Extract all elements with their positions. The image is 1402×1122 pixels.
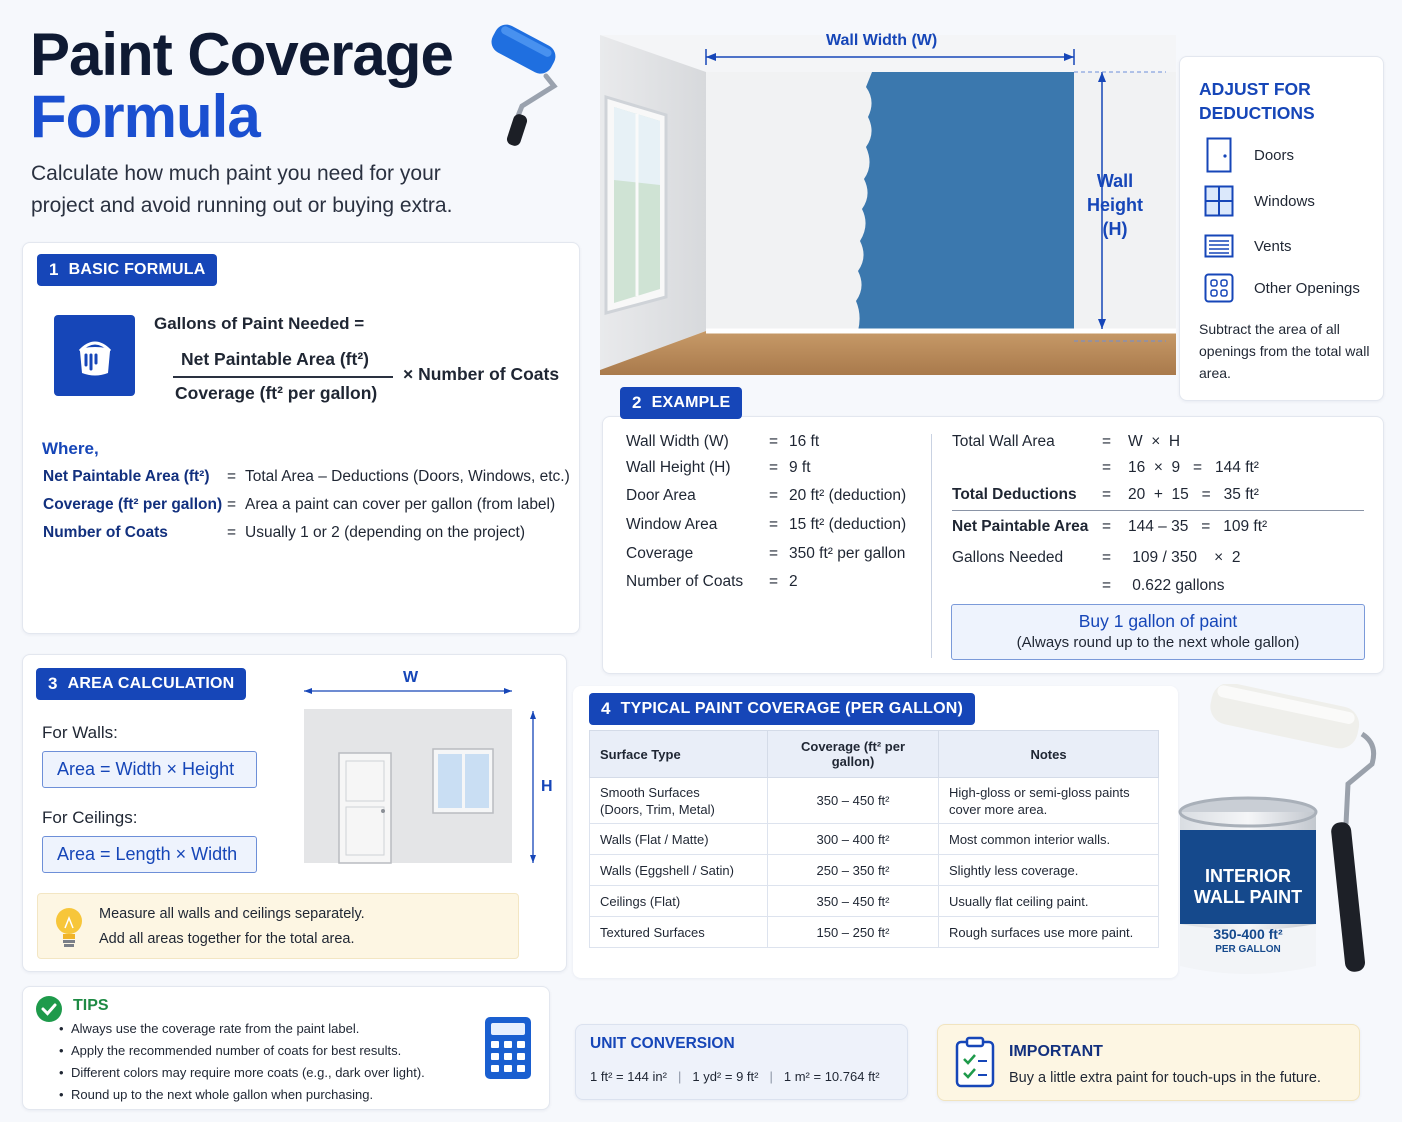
example-calc-eq: =: [1102, 518, 1112, 535]
wall-height-line3: (H): [1102, 219, 1128, 239]
wall-width-label: Wall Width (W): [826, 32, 938, 49]
example-calc-label: Gallons Needed: [952, 549, 1064, 566]
unit-conversion-item: 1 m² = 10.764 ft²: [783, 1069, 880, 1084]
area-tip-line2: Add all areas together for the total area.: [99, 931, 355, 947]
page-subtitle: Calculate how much paint you need for your project and avoid running out or buying extra.: [31, 162, 453, 217]
example-input-value: 15 ft² (deduction): [789, 516, 907, 533]
example-input-eq: =: [769, 487, 779, 504]
deductions-title-line2: DEDUCTIONS: [1199, 103, 1315, 123]
table-cell-notes: Most common interior walls.: [939, 824, 1159, 855]
wall-height-line2: Height: [1087, 195, 1143, 215]
example-input-row: [626, 459, 811, 477]
tips-title: TIPS: [73, 997, 109, 1014]
window-icon: [1204, 183, 1234, 219]
tip-item: • Apply the recommended number of coats for best results.: [71, 1043, 401, 1058]
definition-term: Coverage (ft² per gallon): [43, 496, 223, 513]
table-cell-coverage: 150 – 250 ft²: [768, 917, 939, 948]
paint-can-line2: WALL PAINT: [1193, 887, 1303, 907]
example-input-eq: =: [769, 545, 779, 562]
table-cell-coverage: 300 – 400 ft²: [768, 824, 939, 855]
tip-item: • Different colors may require more coats (e.g., dark over light).: [71, 1065, 425, 1080]
important-card: [937, 1024, 1360, 1101]
example-calc-eq: =: [1102, 433, 1112, 450]
paint-can-line1: INTERIOR: [1204, 866, 1291, 886]
deduction-label: Windows: [1254, 192, 1315, 210]
page-title-line2: Formula: [30, 83, 260, 150]
example-calc-eq: =: [1102, 486, 1112, 503]
area-calc-badge: [36, 668, 246, 700]
diagram-height-label: H: [541, 778, 553, 795]
example-calc-expression: 144 – 35 = 109 ft²: [1128, 518, 1268, 535]
table-cell-surface: Ceilings (Flat): [590, 886, 768, 917]
table-cell-notes: Rough surfaces use more paint.: [939, 917, 1159, 948]
area-tip-box: [37, 893, 519, 959]
example-input-label: Door Area: [626, 487, 696, 504]
paint-bucket-icon: [54, 315, 135, 396]
example-calc-expression: 16 × 9 = 144 ft²: [1128, 459, 1259, 476]
example-input-eq: =: [769, 433, 779, 450]
table-cell-coverage: 350 – 450 ft²: [768, 886, 939, 917]
deductions-title: [1199, 77, 1315, 125]
walls-label: For Walls:: [42, 723, 118, 742]
table-row: [590, 824, 1159, 855]
walls-formula: Area = Width × Height: [42, 751, 257, 788]
lightbulb-icon: [52, 904, 86, 950]
definition-row: [43, 468, 570, 486]
example-divider: [931, 434, 932, 658]
example-calc-expression: 20 + 15 = 35 ft²: [1128, 486, 1259, 503]
badge-number: 4: [601, 699, 611, 718]
outlet-icon: [1204, 270, 1234, 306]
table-cell-notes: Slightly less coverage.: [939, 855, 1159, 886]
deduction-item-windows: [1204, 183, 1315, 219]
result-line1: Buy 1 gallon of paint: [1078, 611, 1238, 631]
column-header: Surface Type: [590, 731, 768, 778]
table-cell-surface: Textured Surfaces: [590, 917, 768, 948]
deduction-label: Other Openings: [1254, 279, 1360, 297]
coverage-table: [589, 730, 1159, 948]
separator: |: [677, 1069, 682, 1084]
basic-formula-badge: [37, 254, 217, 286]
unit-conversion-card: [575, 1024, 908, 1100]
formula-multiplier: × Number of Coats: [403, 364, 560, 384]
deductions-note: Subtract the area of all openings from the total wall area.: [1199, 321, 1370, 381]
vent-icon: [1204, 228, 1234, 264]
where-label: Where,: [42, 439, 99, 458]
ceilings-label: For Ceilings:: [42, 808, 138, 827]
example-calc-row: [952, 518, 1267, 536]
badge-label: BASIC FORMULA: [68, 261, 206, 278]
diagram-width-label: W: [403, 669, 419, 686]
column-header: Coverage (ft² per gallon): [768, 731, 939, 778]
unit-conversion-list: [590, 1069, 880, 1084]
definition-row: [43, 524, 525, 542]
basic-formula-card: [22, 242, 580, 634]
example-input-eq: =: [769, 516, 779, 533]
badge-label: AREA CALCULATION: [67, 675, 235, 692]
example-input-row: [626, 573, 798, 591]
wall-height-line1: Wall: [1096, 171, 1134, 191]
example-input-label: Window Area: [626, 516, 718, 533]
example-calc-row: [952, 577, 1225, 595]
deduction-label: Doors: [1254, 146, 1295, 164]
example-input-label: Coverage: [626, 545, 694, 562]
badge-number: 1: [49, 260, 59, 279]
page-title-line1: Paint Coverage: [30, 21, 453, 88]
table-row: [590, 855, 1159, 886]
area-calculation-card: [22, 654, 567, 972]
definition-text: Area a paint can cover per gallon (from label): [245, 496, 556, 513]
definition-row: [43, 496, 555, 514]
example-calc-row: [952, 486, 1259, 504]
definition-term: Number of Coats: [43, 524, 168, 541]
door-icon: [1204, 137, 1234, 173]
badge-label: TYPICAL PAINT COVERAGE (PER GALLON): [620, 700, 964, 717]
example-input-row: [626, 545, 905, 563]
area-tip-line1: Measure all walls and ceilings separately.: [99, 906, 365, 922]
formula-denominator: Coverage (ft² per gallon): [175, 383, 378, 403]
table-header-row: [590, 731, 1159, 778]
table-row: [590, 917, 1159, 948]
example-calc-expression: 0.622 gallons: [1128, 577, 1225, 594]
table-row: [590, 778, 1159, 824]
definition-text: Usually 1 or 2 (depending on the project): [245, 524, 526, 541]
example-input-label: Wall Width (W): [626, 433, 729, 450]
example-calc-row: [952, 549, 1240, 567]
coverage-badge: [589, 693, 975, 725]
table-cell-notes: High-gloss or semi-gloss paints cover more area.: [939, 778, 1159, 824]
tip-item: • Always use the coverage rate from the paint label.: [71, 1021, 359, 1036]
ceilings-formula: Area = Length × Width: [42, 836, 257, 873]
deduction-item-other: [1204, 270, 1360, 306]
table-cell-surface: Walls (Eggshell / Satin): [590, 855, 768, 886]
definition-text: Total Area – Deductions (Doors, Windows, etc.): [245, 468, 570, 485]
definition-eq: =: [227, 468, 237, 485]
wall-height-label: [1086, 169, 1144, 241]
column-header: Notes: [939, 731, 1159, 778]
example-input-eq: =: [769, 573, 779, 590]
result-box: [951, 604, 1365, 660]
deduction-item-vents: [1204, 228, 1292, 264]
important-title: IMPORTANT: [1009, 1043, 1103, 1060]
table-cell-surface: Smooth Surfaces (Doors, Trim, Metal): [590, 778, 768, 824]
paint-can-coverage: 350-400 ft²: [1213, 926, 1283, 942]
badge-number: 3: [48, 674, 58, 693]
fraction-bar: [173, 376, 393, 378]
example-calc-row: [952, 459, 1259, 477]
example-input-value: 9 ft: [789, 459, 811, 476]
example-calc-label: Total Wall Area: [952, 433, 1055, 450]
example-input-row: [626, 487, 906, 505]
example-calc-expression: 109 / 350 × 2: [1128, 549, 1241, 566]
example-calc-eq: =: [1102, 577, 1112, 594]
separator: |: [769, 1069, 773, 1084]
example-calc-label: Total Deductions: [952, 486, 1077, 503]
calc-separator: [952, 510, 1364, 511]
unit-conversion-item: 1 ft² = 144 in²: [590, 1069, 667, 1084]
example-input-value: 20 ft² (deduction): [789, 487, 907, 504]
example-calc-label: Net Paintable Area: [952, 518, 1089, 535]
example-input-value: 16 ft: [789, 433, 820, 450]
clipboard-check-icon: [954, 1035, 996, 1089]
example-badge: [620, 387, 742, 419]
example-input-value: 350 ft² per gallon: [789, 545, 906, 562]
checkmark-icon: [35, 995, 63, 1023]
example-input-eq: =: [769, 459, 779, 476]
important-text: Buy a little extra paint for touch-ups in the future.: [1009, 1070, 1321, 1086]
badge-number: 2: [632, 393, 642, 412]
example-calc-row: [952, 433, 1180, 451]
table-cell-notes: Usually flat ceiling paint.: [939, 886, 1159, 917]
example-input-label: Number of Coats: [626, 573, 744, 590]
formula-lhs: Gallons of Paint Needed =: [154, 314, 365, 333]
example-input-row: [626, 516, 906, 534]
table-cell-coverage: 350 – 450 ft²: [768, 778, 939, 824]
unit-conversion-title: UNIT CONVERSION: [590, 1035, 735, 1052]
paint-can-per: PER GALLON: [1215, 944, 1281, 955]
formula-numerator: Net Paintable Area (ft²): [181, 349, 369, 369]
table-cell-coverage: 250 – 350 ft²: [768, 855, 939, 886]
definition-eq: =: [227, 496, 237, 513]
deduction-item-doors: [1204, 137, 1294, 173]
definition-term: Net Paintable Area (ft²): [43, 468, 210, 485]
calculator-icon: [483, 1015, 533, 1081]
tips-card: [22, 986, 550, 1110]
deduction-label: Vents: [1254, 237, 1292, 255]
tip-item: • Round up to the next whole gallon when purchasing.: [71, 1087, 373, 1102]
definition-eq: =: [227, 524, 237, 541]
example-input-value: 2: [789, 573, 798, 590]
result-line2: (Always round up to the next whole gallon): [1016, 634, 1300, 651]
table-cell-surface: Walls (Flat / Matte): [590, 824, 768, 855]
badge-label: EXAMPLE: [651, 394, 731, 411]
example-calc-label: [952, 459, 1102, 477]
paint-can-label: [1180, 866, 1316, 908]
table-row: [590, 886, 1159, 917]
deductions-card: [1179, 56, 1384, 401]
example-input-row: [626, 433, 819, 451]
coverage-table-card: [573, 686, 1178, 978]
example-input-label: Wall Height (H): [626, 459, 731, 476]
paint-roller-icon: [462, 24, 558, 148]
example-calc-expression: W × H: [1128, 433, 1181, 450]
example-calc-eq: =: [1102, 459, 1112, 476]
wall-diagram: [299, 679, 559, 869]
example-calc-label: [952, 577, 1102, 595]
deductions-title-line1: ADJUST FOR: [1199, 79, 1311, 99]
unit-conversion-item: 1 yd² = 9 ft²: [692, 1069, 759, 1084]
example-calc-eq: =: [1102, 549, 1112, 566]
